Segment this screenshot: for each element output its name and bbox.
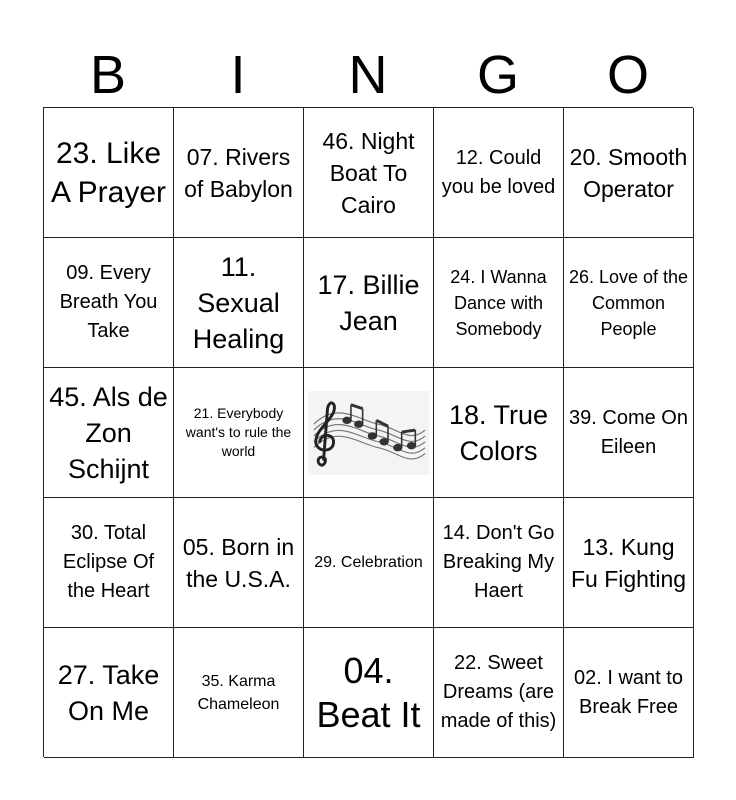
bingo-cell: [434, 368, 564, 498]
bingo-header: [43, 44, 693, 106]
bingo-cell: [564, 368, 694, 498]
song-label: 04. Beat It: [316, 649, 421, 735]
song-label: 20. Smooth Operator: [569, 143, 688, 202]
header-letter-o: O: [606, 45, 649, 105]
bingo-cell: [174, 108, 304, 238]
bingo-cell: [304, 498, 434, 628]
header-letter-g: G: [476, 45, 519, 105]
song-label: 07. Rivers of Babylon: [184, 143, 293, 202]
song-label: 22. Sweet Dreams (are made of this): [440, 652, 557, 732]
free-space-cell: [304, 368, 434, 498]
bingo-cell: [44, 628, 174, 758]
bingo-cell: [174, 368, 304, 498]
song-label: 29. Celebration: [314, 554, 423, 571]
header-letter-b: B: [89, 45, 127, 105]
song-label: 26. Love of the Common People: [568, 266, 689, 339]
song-label: 09. Every Breath You Take: [59, 262, 158, 342]
bingo-cell: [174, 498, 304, 628]
bingo-cell: [564, 238, 694, 368]
bingo-cell: [564, 108, 694, 238]
song-label: 27. Take On Me: [57, 659, 160, 726]
bingo-cell: [44, 368, 174, 498]
bingo-cell: [174, 238, 304, 368]
song-label: 30. Total Eclipse Of the Heart: [62, 522, 155, 602]
song-label: 11. Sexual Healing: [192, 251, 285, 354]
song-label: 12. Could you be loved: [441, 146, 556, 198]
header-letter-i: I: [230, 45, 246, 105]
song-label: 21. Everybody want's to rule the world: [185, 405, 292, 459]
bingo-cell: [44, 238, 174, 368]
song-label: 14. Don't Go Breaking My Haert: [442, 522, 555, 602]
bingo-cell: [564, 498, 694, 628]
song-label: 17. Billie Jean: [317, 269, 420, 336]
music-notes-icon: [308, 390, 429, 476]
song-label: 39. Come On Eileen: [569, 406, 688, 458]
bingo-cell: [434, 498, 564, 628]
bingo-cell: [564, 628, 694, 758]
bingo-cell: [44, 108, 174, 238]
song-label: 24. I Wanna Dance with Somebody: [450, 266, 547, 339]
song-label: 35. Karma Chameleon: [197, 672, 280, 713]
bingo-cell: [434, 238, 564, 368]
bingo-board: [43, 107, 693, 757]
bingo-cell: [304, 108, 434, 238]
song-label: 02. I want to Break Free: [574, 666, 683, 718]
bingo-cell: [304, 628, 434, 758]
bingo-cell: [434, 628, 564, 758]
bingo-cell: [174, 628, 304, 758]
song-label: 13. Kung Fu Fighting: [570, 533, 687, 592]
song-label: 23. Like A Prayer: [50, 136, 167, 209]
bingo-cell: [434, 108, 564, 238]
bingo-cell: [304, 238, 434, 368]
song-label: 46. Night Boat To Cairo: [322, 127, 415, 218]
bingo-cell: [44, 498, 174, 628]
song-label: 05. Born in the U.S.A.: [182, 533, 295, 592]
song-label: 45. Als de Zon Schijnt: [49, 381, 168, 484]
header-letter-n: N: [348, 45, 388, 105]
song-label: 18. True Colors: [448, 399, 549, 466]
